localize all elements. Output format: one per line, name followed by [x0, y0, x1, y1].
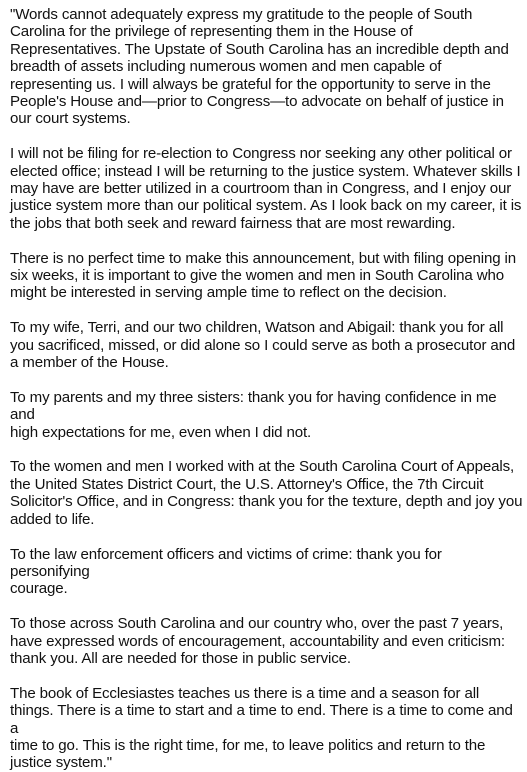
- paragraph-law-enforcement: To the law enforcement officers and victims of crime: thank you for personifying courage.: [10, 545, 442, 598]
- statement-text: [10, 6, 524, 772]
- paragraph-gratitude: "Words cannot adequately express my gratitude to the people of South Carolina for the privilege of representing them in the House of Representatives. The Upstate of South Carolina has an incredible depth and breadth of assets including numerous women and men capable of representing us. I will always be grateful for the opportunity to serve in the People's House and—prior to Congress—to advocate on behalf of justice in our court systems.: [10, 6, 509, 128]
- paragraph-supporters: To those across South Carolina and our country who, over the past 7 years, have expressed words of encouragement, accountability and even criticism: thank you. All are needed for those in public service.: [10, 615, 505, 667]
- paragraph-family: To my wife, Terri, and our two children, Watson and Abigail: thank you for all you sacrificed, missed, or did alone so I could serve as both a prosecutor and a member of the House.: [10, 319, 516, 372]
- paragraph-not-filing: I will not be filing for re-election to Congress nor seeking any other political or elected office; instead I will be returning to the justice system. Whatever skills I may have are better utilized in a courtroom than in Congress, and I enjoy our justice system more than our political system. As I look back on my career, it is the jobs that both seek and reward fairness that are most rewarding.: [10, 145, 522, 232]
- paragraph-colleagues: To the women and men I worked with at the South Carolina Court of Appeals, the United States District Court, the U.S. Attorney's Office, the 7th Circuit Solicitor's Office, and in Congress: thank you for the texture, depth and joy you added to life.: [10, 458, 523, 528]
- paragraph-timing: There is no perfect time to make this announcement, but with filing opening in six weeks, it is important to give the women and men in South Carolina who might be interested in serving ample time to reflect on the decision.: [10, 249, 516, 302]
- paragraph-parents-sisters: To my parents and my three sisters: thank you for having confidence in me and high expectations for me, even when I did not.: [10, 388, 497, 441]
- paragraph-ecclesiastes: The book of Ecclesiastes teaches us there is a time and a season for all things. There is a time to start and a time to end. There is a time to come and a time to go. This is the right time, for me, to leave politics and return to the justice system.": [10, 684, 513, 772]
